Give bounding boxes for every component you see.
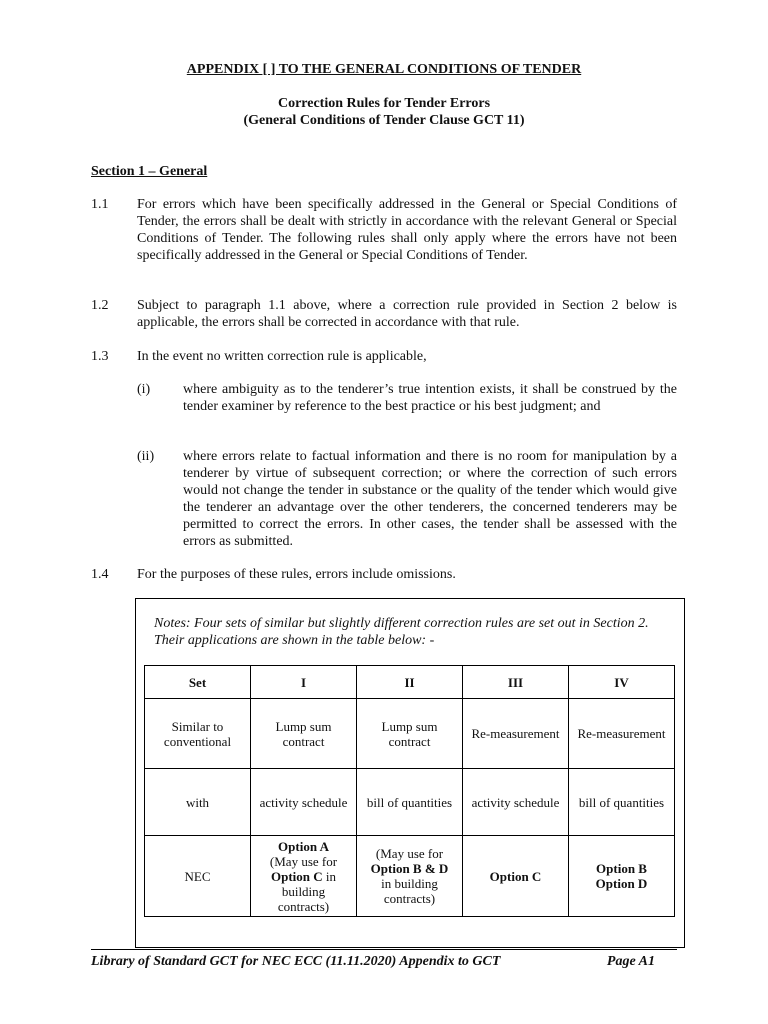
sub-item-ii: where errors relate to factual information and there is no room for manipulation by a tenderer by virtue of subsequent correction; or where the correction of such errors would not change the tender in substance or the quality of the tender which would give the tenderer an advantage over the other tenderers, the concerned tenderers may be permitted to correct the errors. In other cases, the tender shall be assessed with the errors as submitted. xyxy=(183,449,677,549)
page-footer xyxy=(91,953,677,970)
table-row xyxy=(145,836,675,917)
table-cell: Re-measurement xyxy=(569,699,675,769)
table-header-cell: IV xyxy=(569,666,675,699)
table-cell: bill of quantities xyxy=(357,769,463,836)
table-row xyxy=(145,699,675,769)
option-b-label: Option B xyxy=(596,861,647,876)
paragraph-1-1: For errors which have been specifically addressed in the General or Special Conditions of Tender, the errors shall be dealt with strictly in accordance with the relevant General or Special Conditions of Tender. The following rules shall only apply where the errors have not been specifically addressed in the General or Special Conditions of Tender. xyxy=(137,197,677,263)
in-building-contracts-text: in building contracts) xyxy=(381,876,438,906)
footer-divider xyxy=(91,949,677,950)
table-header-cell: Set xyxy=(145,666,251,699)
table-header-row xyxy=(145,666,675,699)
may-use-for-text: (May use for xyxy=(269,853,338,869)
sub-item-i: where ambiguity as to the tenderer’s true intention exists, it shall be construed by the tender examiner by reference to the best practice or his best judgment; and xyxy=(183,382,677,414)
table-header-cell: I xyxy=(251,666,357,699)
option-b-d-label: Option B & D xyxy=(370,861,449,876)
paragraph-1-3: In the event no written correction rule is applicable, xyxy=(137,349,427,364)
paragraph-number-1-1: 1.1 xyxy=(91,197,109,212)
table-cell: Lump sum contract xyxy=(251,699,357,769)
sub-item-label-i: (i) xyxy=(137,382,151,397)
paragraph-1-4: For the purposes of these rules, errors include omissions. xyxy=(137,567,456,582)
table-header-cell: III xyxy=(463,666,569,699)
table-cell: NEC xyxy=(145,836,251,917)
in-building-contracts-text: in building contracts) xyxy=(277,868,337,914)
option-d-label: Option D xyxy=(595,876,648,891)
sub-item-label-ii: (ii) xyxy=(137,449,155,464)
table-cell: with xyxy=(145,769,251,836)
table-header-cell: II xyxy=(357,666,463,699)
table-cell xyxy=(357,836,463,917)
table-cell xyxy=(251,836,357,917)
may-use-for-text: (May use for xyxy=(375,846,444,861)
appendix-title: APPENDIX [ ] TO THE GENERAL CONDITIONS OF TENDER xyxy=(186,62,582,77)
paragraph-number-1-3: 1.3 xyxy=(91,349,109,364)
paragraph-1-2: Subject to paragraph 1.1 above, where a correction rule provided in Section 2 below is applicable, the errors shall be corrected in accordance with that rule. xyxy=(137,298,677,330)
option-a-label: Option A xyxy=(278,838,329,854)
table-row xyxy=(145,769,675,836)
table-cell: bill of quantities xyxy=(569,769,675,836)
paragraph-number-1-4: 1.4 xyxy=(91,567,109,582)
section-1-heading: Section 1 – General xyxy=(91,164,208,179)
table-cell: Re-measurement xyxy=(463,699,569,769)
footer-document-title: Library of Standard GCT for NEC ECC (11.11.2020) Appendix to GCT xyxy=(91,954,501,969)
table-cell xyxy=(569,836,675,917)
table-cell: activity schedule xyxy=(463,769,569,836)
notes-text: Notes: Four sets of similar but slightly different correction rules are set out in Section 2. Their applications are shown in the table below: - xyxy=(154,616,649,648)
table-cell: Option C xyxy=(463,836,569,917)
table-cell: Similar to conventional xyxy=(145,699,251,769)
table-cell: activity schedule xyxy=(251,769,357,836)
subtitle-correction-rules: Correction Rules for Tender Errors xyxy=(277,96,491,111)
footer-page-number: Page A1 xyxy=(606,954,655,969)
option-c-label: Option C xyxy=(270,868,323,884)
subtitle-clause-reference: (General Conditions of Tender Clause GCT 11) xyxy=(243,113,525,128)
paragraph-number-1-2: 1.2 xyxy=(91,298,109,313)
correction-rules-table xyxy=(144,665,675,917)
table-cell: Lump sum contract xyxy=(357,699,463,769)
